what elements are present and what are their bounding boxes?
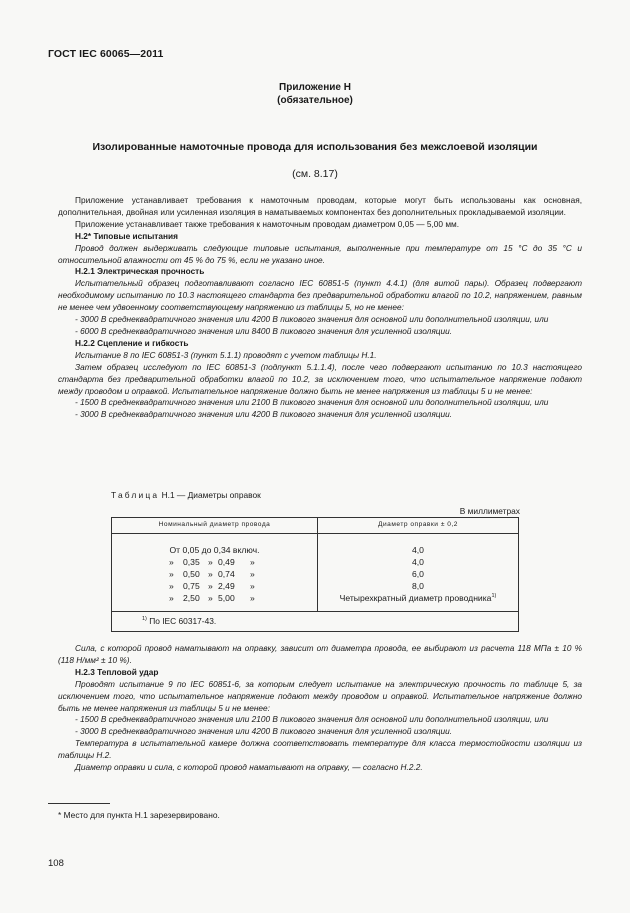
paragraph: Диаметр оправки и сила, с которой провод наматывают на оправку, — согласно Н.2.2. — [75, 762, 423, 773]
body-text-lower — [58, 643, 582, 774]
paragraph: Приложение устанавливает требования к намоточным проводам, которые могут быть использованы как основная, дополнительная, двойная или усиленная изоляция в наматываемых компонентах без дополнительных прокладываемой изоляции. — [58, 195, 582, 217]
section-heading-n23: Н.2.3 Тепловой удар — [75, 666, 159, 677]
appendix-subtitle: (обязательное) — [277, 95, 353, 106]
table-cell: 4,0 — [412, 557, 424, 568]
paragraph: Испытательный образец подготавливают согласно IEC 60851-5 (пункт 4.4.1) (для витой пары). Образец подвергают необходимому испытанию по 10.3 настоящего стандарта без предварительной обработки влагой по 10.2, напряжением, равным не менее чем удвоенному соответствующему напряжению из таблицы 5, но не менее: — [58, 278, 582, 313]
table-cell: 8,0 — [412, 581, 424, 592]
paragraph: Приложение устанавливает также требования к намоточным проводам диаметром 0,05 — 5,00 мм. — [75, 218, 460, 229]
standard-header: ГОСТ IEC 60065—2011 — [48, 48, 164, 60]
table-cell: 4,0 — [412, 545, 424, 555]
table-cell: » 0,35 » 0,49 » — [169, 557, 255, 568]
section-heading-n22: Н.2.2 Сцепление и гибкость — [75, 337, 189, 348]
paragraph: Затем образец исследуют по IEC 60851-3 (подпункт 5.1.1.4), после чего подвергают испытанию по 10.3 настоящего стандарта без предварительной обработки влагой по 10.2, за исключением того, что испытательное напряжение подают между проводом и оправкой. Испытательное напряжение должно быть не менее напряжения из таблицы 5 и не менее: — [58, 361, 582, 396]
table-caption-prefix: Таблица — [111, 490, 160, 500]
table-column-mandrel-diameter — [318, 544, 518, 604]
appendix-heading — [0, 81, 630, 107]
table-caption-rest: Н.1 — Диаметры оправок — [159, 490, 261, 500]
list-item: - 3000 В среднеквадратичного значения или 4200 В пикового значения для усиленной изоляции. — [75, 726, 453, 737]
table-cell: От 0,05 до 0,34 включ. — [169, 545, 260, 555]
list-item: - 3000 В среднеквадратичного значения или 4200 В пикового значения для усиленной изоляции. — [75, 409, 453, 420]
list-item: - 6000 В среднеквадратичного значения или 8400 В пикового значения для усиленной изоляции. — [75, 325, 453, 336]
main-title: Изолированные намоточные провода для использования без межслоевой изоляции — [92, 141, 538, 153]
table-unit: В миллиметрах — [459, 506, 520, 516]
paragraph: Провод должен выдерживать следующие типовые испытания, выполненные при температуре от 15 °С до 35 °С и относительной влажности от 45 % до 75 %, если не указано иное. — [58, 242, 582, 265]
section-heading-n21: Н.2.1 Электрическая прочность — [75, 266, 205, 277]
table-footnote: $^{1)}$ По IEC 60317-43. — [142, 616, 217, 626]
table-header-mandrel-diameter: Диаметр оправки ± 0,2 — [378, 521, 458, 528]
page-footnote: * Место для пункта Н.1 зарезервировано. — [58, 810, 220, 820]
section-reference: (см. 8.17) — [292, 168, 338, 180]
mandrel-diameter-table — [111, 517, 519, 632]
table-cell: » 2,50 » 5,00 » — [169, 593, 255, 604]
table-cell: Четырехкратный диаметр проводника$^{1)}$ — [339, 593, 497, 604]
table-cell: » 0,50 » 0,74 » — [169, 569, 255, 580]
page-number: 108 — [48, 858, 64, 869]
paragraph: Температура в испытательной камере должна соответствовать температуре для класса термостойкости изоляции из таблицы Н.2. — [58, 738, 582, 761]
list-item: - 3000 В среднеквадратичного значения или 4200 В пикового значения для основной или дополнительной изоляции, или — [75, 314, 549, 325]
table-cell: 6,0 — [412, 569, 424, 580]
list-item: - 1500 В среднеквадратичного значения или 2100 В пикового значения для основной или дополнительной изоляции, или — [75, 714, 549, 725]
table-caption — [111, 490, 261, 500]
body-text-upper — [58, 195, 582, 421]
paragraph: Проводят испытание 9 по IEC 60851-6, за которым следует испытание на электрическую прочность по таблице 5, за исключением того, что испытательное напряжение подают между проводом и оправкой. Испытательное напряжение должно быть не менее напряжения из таблицы 5 и не менее: — [58, 678, 582, 713]
footnote-rule — [48, 803, 110, 804]
paragraph: Сила, с которой провод наматывают на оправку, зависит от диаметра провода, ее выбирают из расчета 118 МПа ± 10 % (118 Н/мм² ± 10 %). — [58, 643, 582, 665]
paragraph: Испытание 8 по IEC 60851-3 (пункт 5.1.1) проводят с учетом таблицы Н.1. — [75, 349, 377, 360]
list-item: - 1500 В среднеквадратичного значения или 2100 В пикового значения для основной или дополнительной изоляции, или — [75, 397, 549, 408]
table-header-wire-diameter: Номинальный диаметр провода — [158, 521, 271, 528]
table-cell: » 0,75 » 2,49 » — [169, 581, 255, 592]
table-column-wire-diameter — [112, 544, 317, 604]
section-heading-n2: Н.2* Типовые испытания — [75, 230, 178, 241]
appendix-title: Приложение Н — [279, 82, 351, 93]
